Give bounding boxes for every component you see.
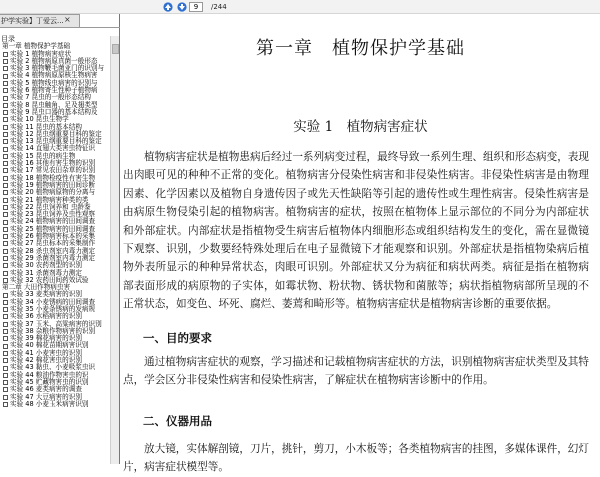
toc-item-label: 实验 40 棉花苗期病害识别 xyxy=(10,341,89,350)
sidebar-scrollbar[interactable] xyxy=(110,36,119,464)
toolbar xyxy=(0,0,600,14)
bookmark-icon xyxy=(3,88,8,93)
toc-item-label: 实验 31 杀菌剂毒力测定 xyxy=(10,268,82,277)
toc-item-label: 实验 45 贮藏物害虫的识别 xyxy=(10,377,89,386)
toc-item-label: 实验 26 植物病害标本的采集 xyxy=(10,232,96,241)
toc-chapter2-list xyxy=(0,291,110,408)
bookmark-icon xyxy=(3,256,8,261)
toc-item-label: 实验 1 植物病害症状 xyxy=(10,49,72,58)
document-tab-title: 护学实验】丁爱云... xyxy=(1,17,64,25)
close-icon[interactable]: × xyxy=(64,15,71,24)
toc-item-label: 实验 14 直翅大类害虫特征识 xyxy=(10,144,96,153)
toc-item-label: 实验 25 植物病害的田间调查 xyxy=(10,224,96,233)
bookmark-tree[interactable] xyxy=(0,36,110,464)
body-paragraph: 通过植物病害症状的观察，学习描述和记载植物病害症状的方法，识别植物病害症状类型及其特点，学会区分非侵染性病害和侵染性病害，了解症状在植物病害诊断中的作用。 xyxy=(123,356,589,387)
tab-divider xyxy=(80,27,120,28)
bookmark-icon xyxy=(3,198,8,203)
toc-item-label: 实验 13 昆虫纲重要目科的鉴定 xyxy=(10,137,102,146)
toc-item-label: 实验 42 棉花害虫的识别 xyxy=(10,356,82,365)
toc-item-label: 实验 46 麦类病害的调查 xyxy=(10,385,82,394)
document-page xyxy=(121,14,600,474)
toc-item-label: 实验 21 植物病害种类的类 xyxy=(10,195,89,204)
toc-root[interactable]: 目录 xyxy=(1,35,15,43)
bookmark-icon xyxy=(3,154,8,159)
toc-item-label: 实验 33 麦类病害的识别 xyxy=(10,290,82,299)
bookmark-icon xyxy=(3,329,8,334)
toc-chapter[interactable]: 第二章 大田作物病虫害 xyxy=(2,283,71,292)
toc-item-label: 实验 19 植物病害的田间诊断 xyxy=(10,180,96,189)
toc-item-label: 实验 16 其他有害生物的识别 xyxy=(10,159,96,168)
toc-item[interactable] xyxy=(0,401,110,408)
toc-item-label: 实验 2 植物病原真菌一般形态 xyxy=(10,56,98,65)
arrow-down-icon[interactable] xyxy=(176,2,187,12)
toc-item-label: 实验 29 杀菌剂室内毒力测定 xyxy=(10,253,96,262)
bookmark-icon xyxy=(3,300,8,305)
toc-item-label: 实验 4 植物病原原核生物病害 xyxy=(10,71,98,80)
toc-item-label: 实验 48 小麦玉米病害识别 xyxy=(10,399,89,408)
toc-item-label: 实验 12 昆虫纲重要目科的鉴定 xyxy=(10,129,102,138)
toc-item-label: 实验 39 棉花病害的识别 xyxy=(10,334,82,343)
toc-item-label: 实验 44 粮油作物害虫的识 xyxy=(10,370,89,379)
toc-item-label: 实验 43 黏虫、小麦吸浆虫识 xyxy=(10,363,96,372)
toc-item-label: 实验 24 植物病害的田间调查 xyxy=(10,217,96,226)
toc-chapter1-list xyxy=(0,51,110,285)
bookmark-icon xyxy=(3,74,8,79)
bookmark-icon xyxy=(3,366,8,371)
bookmark-icon xyxy=(3,336,8,341)
section-heading: 一、目的要求 xyxy=(143,331,212,345)
bookmark-icon xyxy=(3,234,8,239)
toc-item-label: 实验 7 昆虫的一般形态结构 xyxy=(10,93,91,102)
bookmark-icon xyxy=(3,147,8,152)
bookmark-icon xyxy=(3,380,8,385)
bookmark-icon xyxy=(3,190,8,195)
toc-item-label: 实验 30 农药剂型的识别 xyxy=(10,261,82,270)
bookmark-icon xyxy=(3,271,8,276)
bookmark-icon xyxy=(3,387,8,392)
toc-item-label: 实验 23 昆虫饲养及虫性观察 xyxy=(10,210,96,219)
bookmark-icon xyxy=(3,176,8,181)
bookmark-icon xyxy=(3,125,8,130)
toc-item-label: 实验 3 植物鞭毛菌亚门的识别与 xyxy=(10,64,105,73)
bookmark-icon xyxy=(3,307,8,312)
bookmark-icon xyxy=(3,66,8,71)
toc-item-label: 实验 47 大豆病害的识别 xyxy=(10,392,82,401)
body-paragraph: 植物病害症状是植物患病后经过一系列病变过程，最终导致一系列生理、组织和形态病变，表现出肉眼可见的种种不正常的变化。植物病害分侵染性病害和非侵染性病害。非侵染性病害是由物理因素、化学因素以及植物自身遗传因子或先天性缺陷等引起的遗传性或生理性病害。侵染性病害是由病原生物侵染引起的植物病害。植物病害的症状，按照在植物体上显示部位的不同分为内部症状和外部症状。内部症状是指植物受生病害后植物体内细胞形态或组织结构发生的变化，需在显微镜下观察、识别，少数要经特殊处理后在电子显微镜下才能观察和识别。外部症状是指植物染病后植物外表所显示的种种异常状态，肉眼可识别。外部症状又分为病征和病状两类。病征是指在植物病部表面形成的病原物的子实体，如霉状物、粉状物、锈状物和菌脓等；病状指植物病部所呈现的不正常状态，如变色、坏死、腐烂、萎蔫和畸形等。植物病害症状是植物病害诊断的重要依据。 xyxy=(123,151,589,311)
bookmark-icon xyxy=(3,227,8,232)
bookmark-icon xyxy=(3,241,8,246)
bookmark-icon xyxy=(3,59,8,64)
toc-item-label: 实验 34 小麦锈病的田间调查 xyxy=(10,297,96,306)
toc-item-label: 实验 15 昆虫的病生物 xyxy=(10,151,76,160)
bookmark-icon xyxy=(3,322,8,327)
toc-item-label: 实验 28 杀虫剂室内毒力测定 xyxy=(10,246,96,255)
toc-item-label: 实验 22 昆虫饲养和 虫龄鉴 xyxy=(10,202,91,211)
page-number-input[interactable] xyxy=(189,2,203,12)
toc-item-label: 实验 9 昆虫口器的基本结构及 xyxy=(10,107,98,116)
toc-item-label: 实验 5 植物线虫病害的识别与 xyxy=(10,78,98,87)
bookmark-icon xyxy=(3,373,8,378)
bookmark-icon xyxy=(3,314,8,319)
scrollbar-thumb[interactable] xyxy=(112,44,119,54)
toc-item-label: 实验 38 杂粮作物病害的识别 xyxy=(10,326,96,335)
bookmark-icon xyxy=(3,103,8,108)
bookmark-icon xyxy=(3,212,8,217)
chapter-title: 第一章 植物保护学基础 xyxy=(256,38,465,59)
bookmark-icon xyxy=(3,351,8,356)
bookmark-icon xyxy=(3,183,8,188)
bookmark-icon xyxy=(3,52,8,57)
bookmark-icon xyxy=(3,395,8,400)
bookmark-icon xyxy=(3,344,8,349)
section-heading: 二、仪器用品 xyxy=(143,414,212,428)
toc-item-label: 实验 17 常见农田杂草的识别 xyxy=(10,166,96,175)
bookmark-icon xyxy=(3,117,8,122)
bookmark-icon xyxy=(3,263,8,268)
toc-chapter[interactable]: 第一章 植物保护学基础 xyxy=(2,42,71,51)
toc-item-label: 实验 35 小麦条锈病的发病规 xyxy=(10,304,96,313)
arrow-up-icon[interactable] xyxy=(162,2,173,12)
toc-item-label: 实验 10 昆虫生物学 xyxy=(10,115,69,124)
page-total-label: /244 xyxy=(211,3,227,11)
toc-item-label: 实验 6 植物寄生性种子植物病 xyxy=(10,86,98,95)
toc-item-label: 实验 36 水稻病害的识别 xyxy=(10,312,82,321)
toc-item-label: 实验 8 昆虫触角、足及翅类型 xyxy=(10,100,98,109)
bookmark-icon xyxy=(3,81,8,86)
toc-item-label: 实验 20 植物病原物的分离与 xyxy=(10,188,96,197)
bookmark-icon xyxy=(3,139,8,144)
toc-item-label: 实验 11 昆虫的基本结构 xyxy=(10,122,82,131)
toc-item-label: 实验 37 玉米、高粱病害的识别 xyxy=(10,319,102,328)
bookmark-icon xyxy=(3,205,8,210)
bookmark-icon xyxy=(3,293,8,298)
toc-item-label: 实验 18 植物检疫性有害生物 xyxy=(10,173,96,182)
bookmark-icon xyxy=(3,249,8,254)
bookmark-icon xyxy=(3,402,8,407)
bookmark-icon xyxy=(3,168,8,173)
bookmark-icon xyxy=(3,132,8,137)
bookmark-icon xyxy=(3,358,8,363)
experiment-title: 实验 1 植物病害症状 xyxy=(293,119,428,135)
toc-item-label: 实验 32 农药田间药效试验 xyxy=(10,275,89,284)
bookmark-icon xyxy=(3,220,8,225)
bookmark-icon xyxy=(3,96,8,101)
bookmark-panel xyxy=(0,14,120,464)
bookmark-icon xyxy=(3,161,8,166)
bookmark-icon xyxy=(3,110,8,115)
toc-item-label: 实验 27 昆虫标本的采集制作 xyxy=(10,239,96,248)
body-paragraph: 放大镜，实体解剖镜，刀片，挑针，剪刀，小木板等；各类植物病害的挂图，多媒体课件，幻灯片，病害症状模型等。 xyxy=(123,443,589,474)
toc-item-label: 实验 41 小麦害虫的识别 xyxy=(10,348,82,357)
